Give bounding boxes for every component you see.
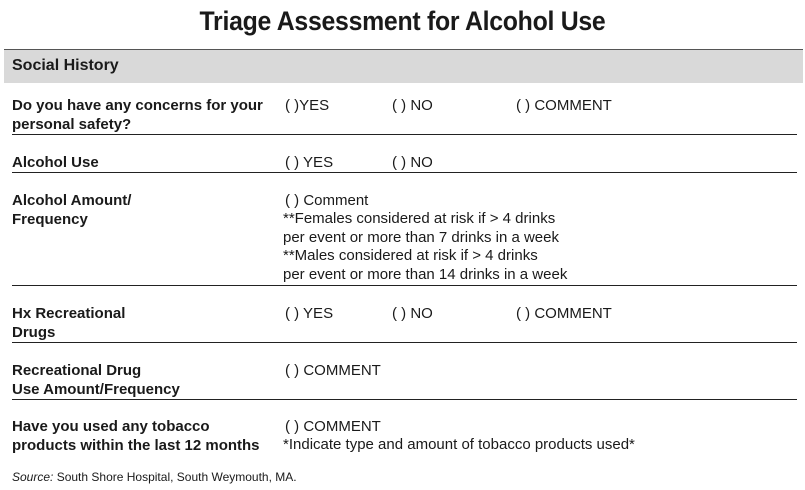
question-label: Recreational Drug Use Amount/Frequency bbox=[12, 362, 180, 398]
question-label: Alcohol Amount/ Frequency bbox=[12, 192, 132, 228]
question-label: Alcohol Use bbox=[12, 154, 99, 171]
option-no[interactable]: ( ) NO bbox=[392, 305, 433, 322]
option-no[interactable]: ( ) NO bbox=[392, 154, 433, 171]
section-title: Social History bbox=[12, 57, 119, 74]
option-comment[interactable]: ( ) Comment bbox=[285, 192, 369, 209]
question-label: Have you used any tobacco products within the last 12 months bbox=[12, 418, 260, 454]
source-label: Source: bbox=[12, 470, 54, 484]
option-no[interactable]: ( ) NO bbox=[392, 97, 433, 114]
question-label: Hx Recreational Drugs bbox=[12, 305, 126, 341]
option-comment[interactable]: ( ) COMMENT bbox=[285, 362, 381, 379]
risk-note-female-line1: **Females considered at risk if > 4 drinks bbox=[283, 210, 556, 227]
row-divider bbox=[12, 134, 797, 135]
page-title: Triage Assessment for Alcohol Use bbox=[199, 6, 606, 36]
risk-note-male-line2: per event or more than 14 drinks in a week bbox=[283, 266, 568, 283]
risk-note-male-line1: **Males considered at risk if > 4 drinks bbox=[283, 247, 538, 264]
row-divider bbox=[12, 399, 797, 400]
source-text: South Shore Hospital, South Weymouth, MA. bbox=[56, 470, 297, 484]
option-yes[interactable]: ( )YES bbox=[285, 97, 330, 114]
tobacco-note: *Indicate type and amount of tobacco products used* bbox=[283, 436, 635, 453]
question-label: Do you have any concerns for your personal safety? bbox=[12, 97, 263, 133]
risk-note-female-line2: per event or more than 7 drinks in a week bbox=[283, 229, 559, 246]
source-citation bbox=[12, 470, 297, 484]
row-divider bbox=[12, 342, 797, 343]
section-header-bar bbox=[4, 49, 803, 83]
row-divider bbox=[12, 172, 797, 173]
option-comment[interactable]: ( ) COMMENT bbox=[516, 97, 612, 114]
option-comment[interactable]: ( ) COMMENT bbox=[285, 418, 381, 435]
option-comment[interactable]: ( ) COMMENT bbox=[516, 305, 612, 322]
option-yes[interactable]: ( ) YES bbox=[285, 305, 334, 322]
option-yes[interactable]: ( ) YES bbox=[285, 154, 334, 171]
row-divider bbox=[12, 285, 797, 286]
